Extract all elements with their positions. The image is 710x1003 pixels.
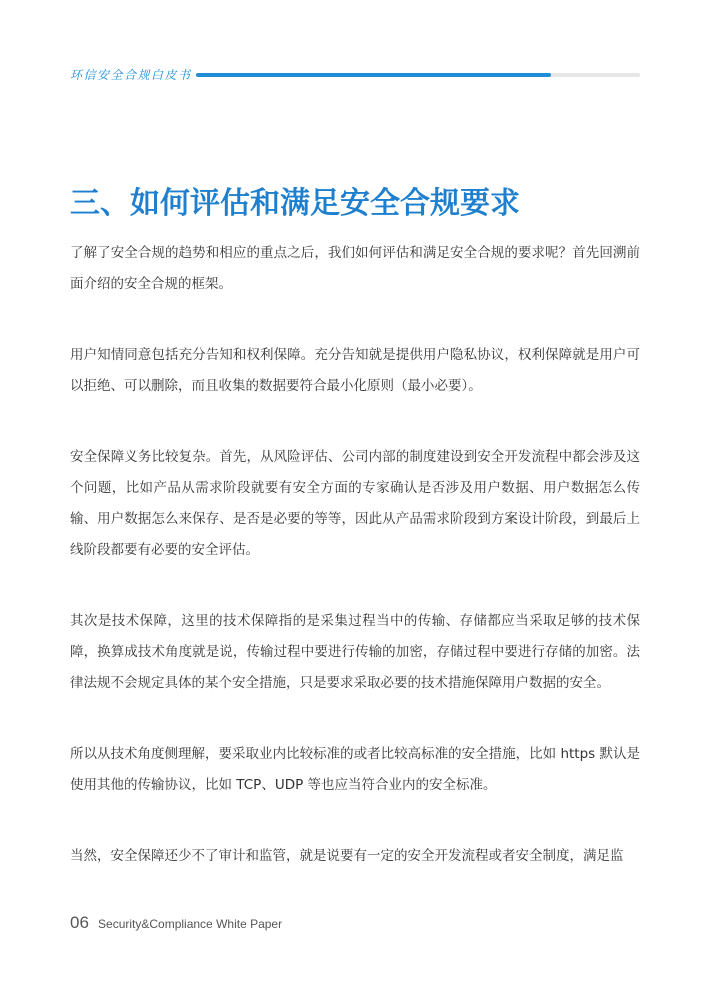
paragraph-intro: 了解了安全合规的趋势和相应的重点之后，我们如何评估和满足安全合规的要求呢？首先回溯前面介绍的安全合规的框架。: [70, 245, 640, 292]
paragraph-audit-supervision: 当然，安全保障还少不了审计和监管，就是说要有一定的安全开发流程或者安全制度，满足监: [70, 848, 624, 864]
header-divider-bar: [196, 73, 640, 77]
header-divider-accent: [196, 73, 551, 77]
footer-label: Security&Compliance White Paper: [98, 917, 283, 931]
section-title: 三、如何评估和满足安全合规要求: [70, 186, 520, 221]
paragraph-technical-perspective: 所以从技术角度侧理解，要采取业内比较标准的或者比较高标准的安全措施，比如 https 默认是使用其他的传输协议，比如 TCP、UDP 等也应当符合业内的安全标准。: [70, 746, 640, 793]
header-title: 环信安全合规白皮书: [70, 68, 192, 82]
paragraph-security-obligation: 安全保障义务比较复杂。首先，从风险评估、公司内部的制度建设到安全开发流程中都会涉及这个问题，比如产品从需求阶段就要有安全方面的专家确认是否涉及用户数据、用户数据怎么传输、用户数据怎么来保存、是否是必要的等等，因此从产品需求阶段到方案设计阶段，到最后上线阶段都要有必要的安全评估。: [70, 449, 640, 558]
running-header: [70, 66, 640, 84]
body-text: [70, 238, 640, 912]
paragraph-informed-consent: 用户知情同意包括充分告知和权利保障。充分告知就是提供用户隐私协议，权利保障就是用户可以拒绝、可以删除，而且收集的数据要符合最小化原则（最小必要）。: [70, 347, 640, 394]
page-number: 06: [70, 913, 89, 932]
page-footer: [70, 913, 282, 935]
paragraph-technical-safeguards: 其次是技术保障，这里的技术保障指的是采集过程当中的传输、存储都应当采取足够的技术保障，换算成技术角度就是说，传输过程中要进行传输的加密，存储过程中要进行存储的加密。法律法规不会规定具体的某个安全措施，只是要求采取必要的技术措施保障用户数据的安全。: [70, 613, 640, 691]
